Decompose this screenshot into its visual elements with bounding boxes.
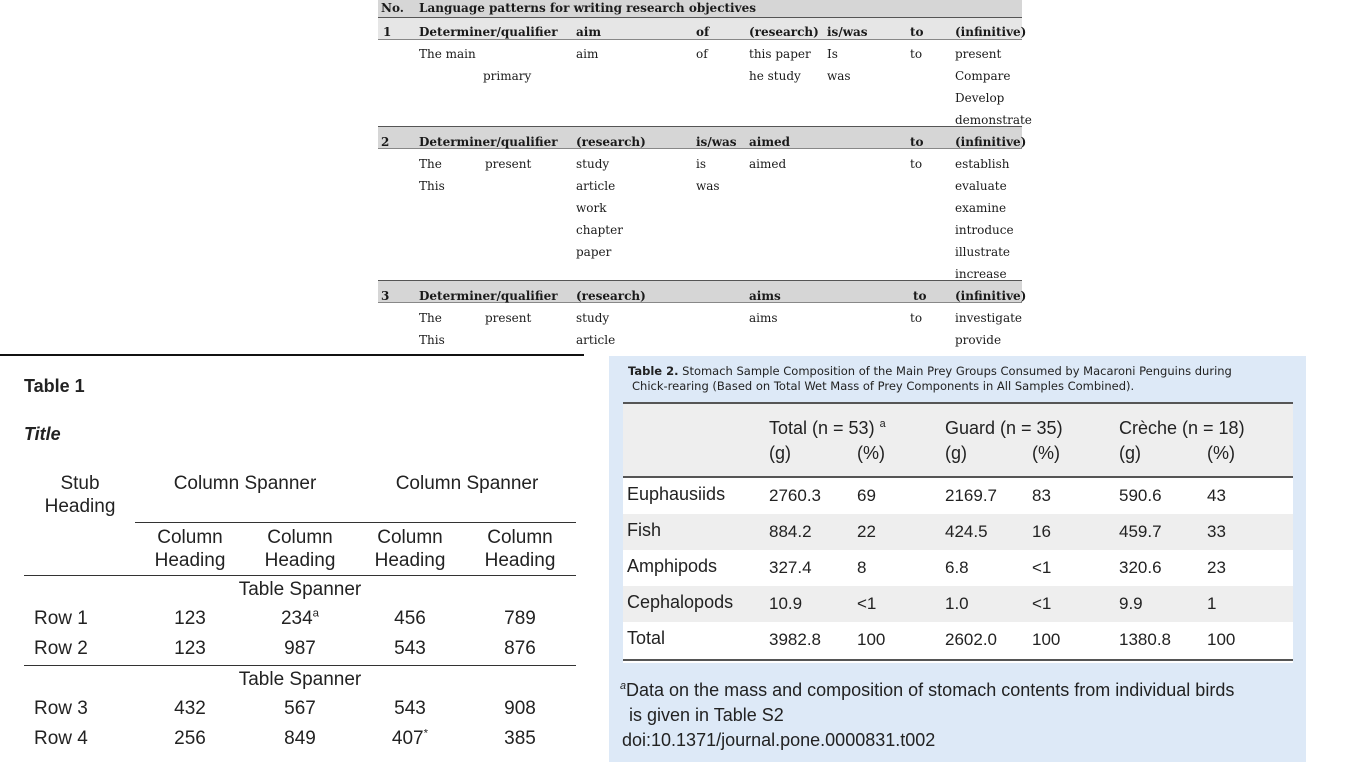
pattern-cell: Determiner/qualifier (419, 135, 558, 149)
table2-caption (628, 364, 1298, 394)
column-spanner-1: Column Spanner (173, 473, 317, 494)
table-spanner-2: Table Spanner (238, 669, 362, 690)
pattern-cell: Determiner/qualifier (419, 25, 558, 39)
table-cell: 407* (391, 727, 429, 749)
table-cell: 543 (394, 698, 426, 719)
section-rule (378, 39, 1022, 40)
doi-text: doi:10.1371/journal.pone.0000831.t002 (622, 730, 936, 750)
footnote-line2: is given in Table S2 (629, 705, 784, 725)
pattern-cell: illustrate (955, 245, 1011, 259)
table-cell: 16 (1032, 522, 1051, 541)
pattern-cell: (research) (749, 25, 819, 39)
pattern-cell: demonstrate (955, 113, 1032, 127)
pattern-cell: (research) (576, 135, 646, 149)
table-cell: 22 (857, 522, 876, 541)
pattern-cell: This (419, 179, 445, 193)
table-cell: 2760.3 (769, 486, 821, 505)
caption-line2: Chick-rearing (Based on Total Wet Mass of Prey Components in All Samples Combined). (632, 379, 1135, 393)
pattern-cell: of (696, 47, 708, 61)
pattern-cell: The main (419, 47, 476, 61)
row-label: Row 3 (34, 698, 88, 719)
header-creche-g: (g) (1119, 443, 1141, 463)
table-cell: 43 (1207, 486, 1226, 505)
header-guard: Guard (n = 35) (945, 418, 1063, 438)
table2-header-rule (623, 476, 1293, 478)
table-cell: 543 (394, 638, 426, 659)
pattern-cell: aim (576, 25, 602, 39)
pattern-cell: The (419, 311, 442, 325)
pattern-cell: study (576, 311, 610, 325)
header-guard-g: (g) (945, 443, 967, 463)
table-cell: 100 (1207, 630, 1236, 649)
table-label: Table 1 (24, 376, 85, 396)
pattern-cell: aims (749, 311, 778, 325)
prey-group-label: Total (627, 628, 666, 648)
pattern-cell: aim (576, 47, 599, 61)
row-label: Row 4 (34, 728, 88, 749)
table-cell: 6.8 (945, 558, 969, 577)
pattern-cell: aimed (749, 157, 787, 171)
table-cell: 590.6 (1119, 486, 1162, 505)
pattern-cell: is/was (696, 135, 737, 149)
table2-header-band (623, 404, 1293, 476)
table-cell: 849 (284, 728, 316, 749)
table-cell: 876 (504, 638, 536, 659)
pattern-cell: (infinitive) (955, 289, 1027, 303)
pattern-cell: 2 (381, 135, 390, 149)
pattern-cell: present (955, 47, 1002, 61)
column-heading-4b: Heading (484, 550, 556, 571)
pattern-cell: article (576, 179, 616, 193)
header-creche: Crèche (n = 18) (1119, 418, 1245, 438)
column-heading-3b: Heading (374, 550, 446, 571)
table-cell: 320.6 (1119, 558, 1162, 577)
table1-template (0, 354, 584, 768)
pattern-cell: to (910, 311, 923, 325)
pattern-cell: work (576, 201, 607, 215)
pattern-cell: 1 (383, 25, 392, 39)
top-rule (0, 354, 584, 356)
table2-panel (609, 356, 1306, 762)
pattern-cell: Develop (955, 91, 1005, 105)
pattern-cell: aims (749, 289, 781, 303)
table-cell: 234$^a$ (280, 607, 320, 629)
table-cell: 456 (394, 608, 426, 629)
header-creche-pct: (%) (1207, 443, 1235, 463)
table-cell: 23 (1207, 558, 1226, 577)
table-cell: 567 (284, 698, 316, 719)
pattern-cell: was (696, 179, 720, 193)
language-patterns-table (378, 0, 1032, 348)
column-heading-1a: Column (157, 527, 223, 548)
table-cell: 10.9 (769, 594, 803, 613)
column-heading-2a: Column (267, 527, 333, 548)
pattern-cell: (infinitive) (955, 135, 1027, 149)
pattern-cell: establish (955, 157, 1010, 171)
pattern-cell: aimed (749, 135, 791, 149)
table-cell: 9.9 (1119, 594, 1143, 613)
pattern-cell: article (576, 333, 616, 347)
section-rule (378, 126, 1022, 127)
pattern-cell: paper (576, 245, 612, 259)
table-cell: <1 (1032, 558, 1052, 577)
table-cell: 3982.8 (769, 630, 821, 649)
header-total-g: (g) (769, 443, 791, 463)
table-cell: 789 (504, 608, 536, 629)
pattern-cell: was (827, 69, 851, 83)
pattern-cell: evaluate (955, 179, 1007, 193)
pattern-cell: to (910, 157, 923, 171)
spanner-rule (135, 522, 576, 523)
header-total-pct: (%) (857, 443, 885, 463)
pattern-cell: (research) (576, 289, 646, 303)
footnote-line1: $^a$Data on the mass and composition of stomach contents from individual birds (620, 680, 1235, 700)
pattern-cell: This (419, 333, 445, 347)
table-cell: 884.2 (769, 522, 812, 541)
pattern-cell: investigate (955, 311, 1023, 325)
row-label: Row 1 (34, 608, 88, 629)
table-cell: 327.4 (769, 558, 812, 577)
pattern-cell: to (910, 135, 924, 149)
section-rule (378, 280, 1022, 281)
table-title: Title (24, 424, 61, 444)
table-cell: 385 (504, 728, 536, 749)
header-title: Language patterns for writing research objectives (419, 1, 756, 15)
header-guard-pct: (%) (1032, 443, 1060, 463)
column-heading-1b: Heading (154, 550, 226, 571)
header-rule (24, 575, 576, 576)
pattern-cell: to (910, 25, 924, 39)
table-cell: 100 (1032, 630, 1061, 649)
table2-bottom-rule (623, 659, 1293, 661)
table-cell: 908 (504, 698, 536, 719)
table-cell: 83 (1032, 486, 1051, 505)
pattern-cell: chapter (576, 223, 623, 237)
pattern-cell: to (910, 47, 923, 61)
column-heading-3a: Column (377, 527, 443, 548)
prey-group-label: Euphausiids (627, 484, 726, 504)
column-heading-2b: Heading (264, 550, 336, 571)
header-no: No. (381, 1, 404, 15)
pattern-cell: this paper (749, 47, 811, 61)
stub-heading-line1: Stub (60, 473, 100, 494)
pattern-cell: introduce (955, 223, 1014, 237)
pattern-cell: to (913, 289, 927, 303)
table-cell: 424.5 (945, 522, 988, 541)
pattern-cell: The (419, 157, 442, 171)
pattern-cell: (infinitive) (955, 25, 1027, 39)
table-cell: 1.0 (945, 594, 969, 613)
table-cell: 987 (284, 638, 316, 659)
table-cell: 256 (174, 728, 206, 749)
pattern-cell: increase (955, 267, 1007, 281)
table-cell: 1380.8 (1119, 630, 1171, 649)
pattern-cell: Determiner/qualifier (419, 289, 558, 303)
caption-line1: Stomach Sample Composition of the Main Prey Groups Consumed by Macaroni Penguins during (678, 364, 1232, 378)
table-cell: 2169.7 (945, 486, 997, 505)
pattern-cell: he study (749, 69, 801, 83)
table-cell: 123 (174, 638, 206, 659)
table-spanner-1: Table Spanner (238, 579, 362, 600)
table-cell: <1 (1032, 594, 1052, 613)
table-cell: 8 (857, 558, 867, 577)
pattern-cell: present (485, 311, 532, 325)
table-cell: 459.7 (1119, 522, 1162, 541)
pattern-cell: study (576, 157, 610, 171)
table-cell: 33 (1207, 522, 1226, 541)
stub-heading-line2: Heading (44, 496, 116, 517)
pattern-cell: examine (955, 201, 1007, 215)
table-cell: 432 (174, 698, 206, 719)
table-cell: <1 (857, 594, 877, 613)
table-cell: 123 (174, 608, 206, 629)
header-total: Total (n = 53) $^a$ (769, 418, 886, 438)
pattern-cell: Is (827, 47, 838, 61)
table-cell: 2602.0 (945, 630, 997, 649)
prey-group-label: Fish (627, 520, 662, 540)
column-heading-4a: Column (487, 527, 553, 548)
table-cell: 100 (857, 630, 886, 649)
column-spanner-2: Column Spanner (395, 473, 539, 494)
table-cell: 1 (1207, 594, 1217, 613)
pattern-cell: of (696, 25, 710, 39)
pattern-cell: is/was (827, 25, 868, 39)
caption-label: Table 2. (628, 364, 679, 378)
prey-group-label: Cephalopods (627, 592, 734, 612)
mid-rule (24, 665, 576, 666)
pattern-cell: primary (483, 69, 532, 83)
pattern-cell: is (696, 157, 706, 171)
prey-group-label: Amphipods (627, 556, 718, 576)
pattern-cell: provide (955, 333, 1002, 347)
pattern-cell: 3 (381, 289, 390, 303)
pattern-cell: Compare (955, 69, 1011, 83)
pattern-cell: present (485, 157, 532, 171)
row-label: Row 2 (34, 638, 88, 659)
table-cell: 69 (857, 486, 876, 505)
